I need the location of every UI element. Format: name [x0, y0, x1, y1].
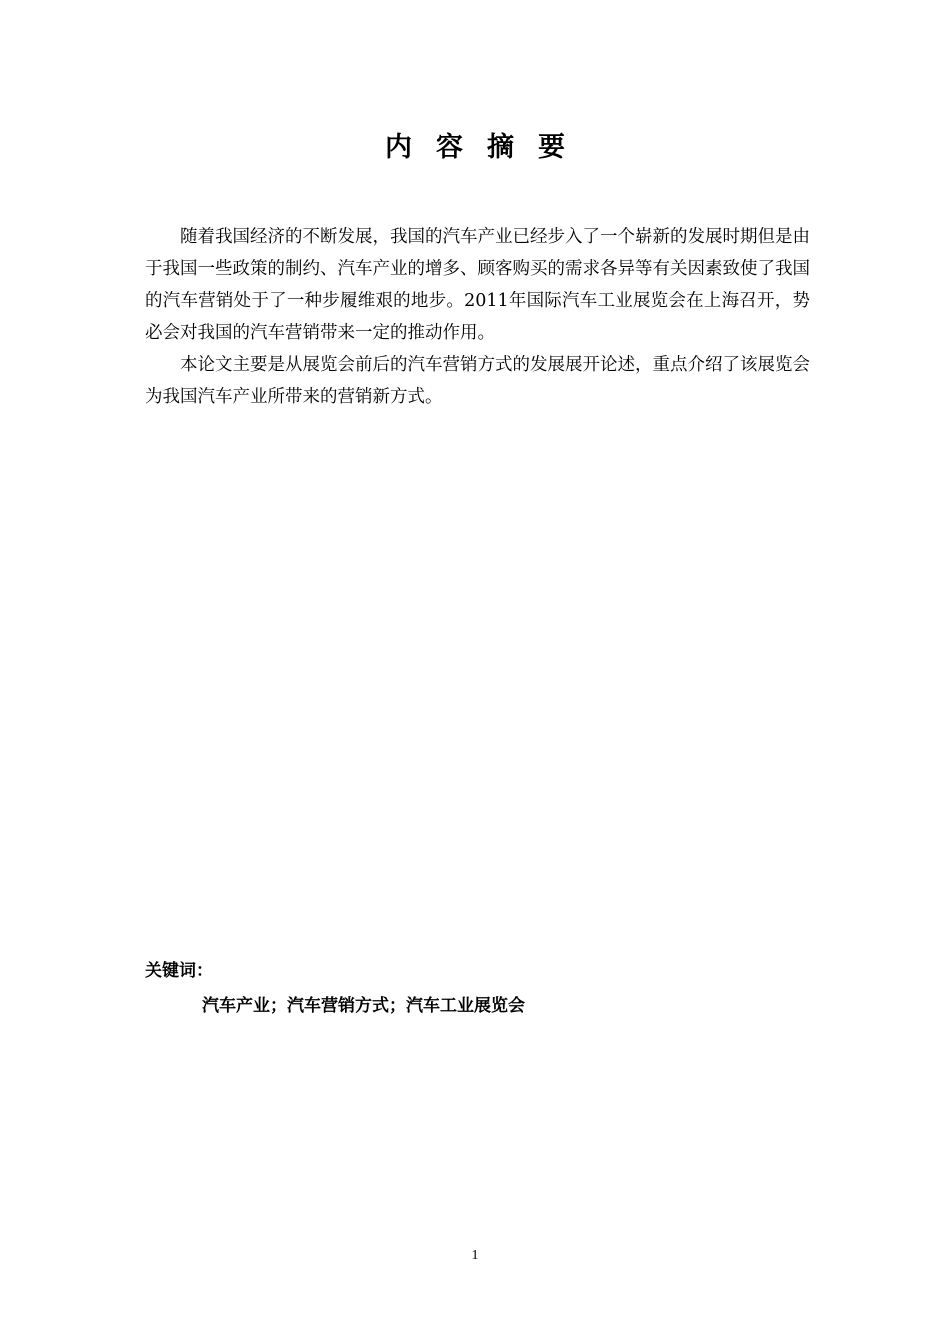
abstract-paragraph: 随着我国经济的不断发展，我国的汽车产业已经步入了一个崭新的发展时期但是由于我国一些政策的制约、汽车产业的增多、顾客购买的需求各异等有关因素致使了我国的汽车营销处于了一种步履维艰的地步。2011年国际汽车工业展览会在上海召开，势必会对我国的汽车营销带来一定的推动作用。 [145, 227, 810, 343]
keywords-label: 关键词： [145, 961, 213, 981]
abstract-body [145, 221, 810, 413]
keywords-list: 汽车产业；汽车营销方式；汽车工业展览会 [202, 996, 525, 1016]
page-title: 内容摘要 [385, 132, 589, 163]
page-number: 1 [471, 1248, 479, 1263]
abstract-paragraph: 本论文主要是从展览会前后的汽车营销方式的发展展开论述，重点介绍了该展览会为我国汽车产业所带来的营销新方式。 [145, 355, 810, 407]
